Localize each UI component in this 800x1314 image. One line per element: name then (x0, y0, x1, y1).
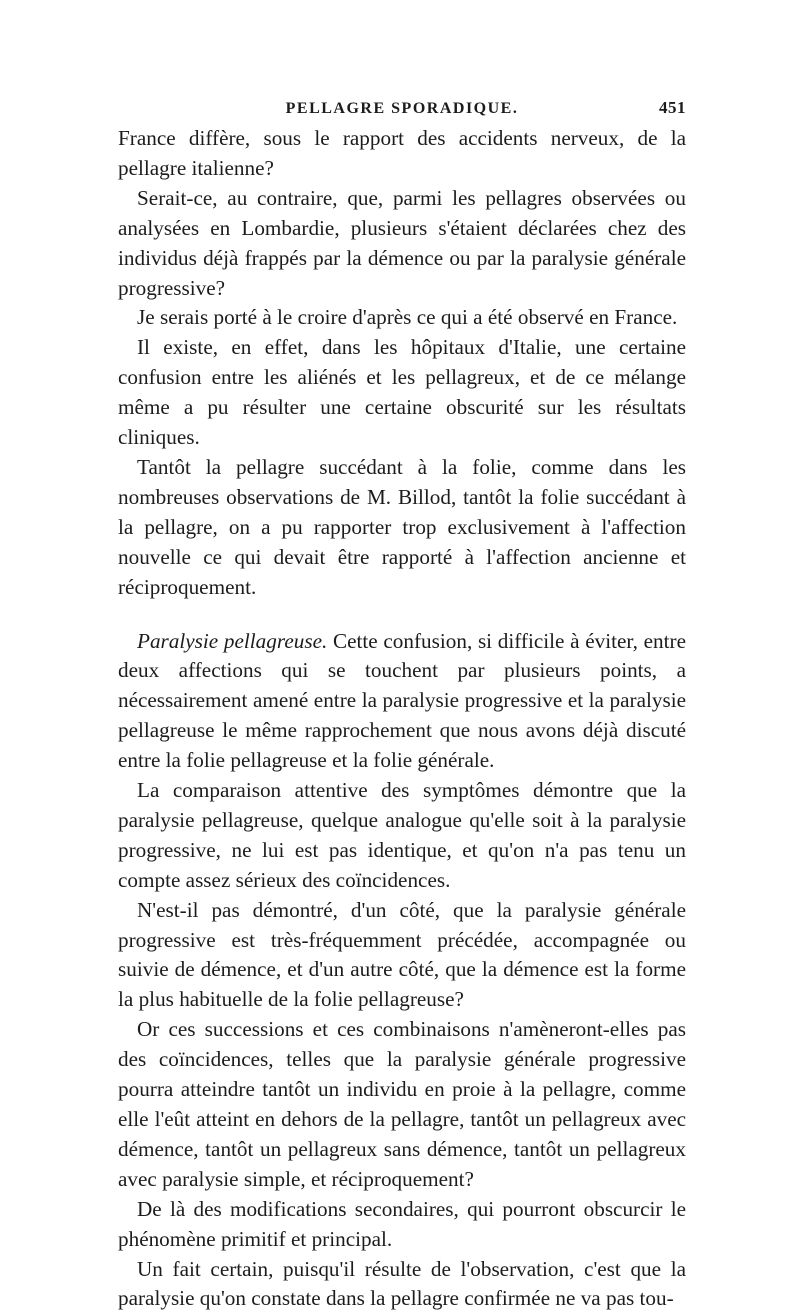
paragraph: La comparaison attentive des symptômes démontre que la paralysie pellagreuse, quelque analogue qu'elle soit à la paralysie progressive, ne lui est pas identique, et qu'on n'a pas tenu un compte assez sérieux des coïncidences. (118, 778, 686, 892)
section-heading: Paralysie pellagreuse. (137, 628, 328, 653)
body-text (118, 124, 686, 1314)
paragraph: N'est-il pas démontré, d'un côté, que la paralysie générale progressive est très-fréquemment précédée, accompagnée ou suivie de démence, et d'un autre côté, que la démence est la forme la plus habituelle de la folie pellagreuse? (118, 897, 686, 1012)
page-header (118, 94, 686, 124)
section-paragraph (118, 627, 686, 777)
paragraph: Un fait certain, puisqu'il résulte de l'observation, c'est que la paralysie qu'on constate dans la pellagre confirmée ne va pas tou- (118, 1256, 686, 1311)
paragraph: Je serais porté à le croire d'après ce qui a été observé en France. (137, 305, 678, 330)
paragraph: Or ces successions et ces combinaisons n'amèneront-elles pas des coïncidences, telles que la paralysie générale progressive pourra atteindre tantôt un individu en proie à la pellagre, comme elle l'eût atteint en dehors de la pellagre, tantôt un pellagreux avec démence, tantôt un pellagreux sans démence, tantôt un pellagreux avec paralysie simple, et réciproquement? (118, 1017, 686, 1191)
paragraph: Il existe, en effet, dans les hôpitaux d'Italie, une certaine confusion entre les aliénés et les pellagreux, et de ce mélange même a pu résulter une certaine obscurité sur les résultats cliniques. (118, 335, 686, 450)
running-title: PELLAGRE SPORADIQUE. (285, 100, 519, 117)
paragraph: Serait-ce, au contraire, que, parmi les pellagres observées ou analysées en Lombardie, plusieurs s'étaient déclarées chez des individus déjà frappés par la démence ou par la paralysie générale progressive? (118, 185, 686, 300)
paragraph: France diffère, sous le rapport des accidents nerveux, de la pellagre italienne? (118, 126, 686, 180)
book-page (118, 94, 686, 1314)
paragraph-text: Cette confusion, si difficile à éviter, entre deux affections qui se touchent par plusieurs points, a nécessairement amené entre la paralysie progressive et la paralysie pellagreuse le même rapprochement que nous avons déjà discuté entre la folie pellagreuse et la folie générale. (118, 628, 686, 773)
paragraph: Tantôt la pellagre succédant à la folie, comme dans les nombreuses observations de M. Billod, tantôt la folie succédant à la pellagre, on a pu rapporter trop exclusivement à l'affection nouvelle ce qui devait être rapporté à l'affection ancienne et réciproquement. (118, 454, 686, 599)
page-number: 451 (659, 98, 686, 117)
paragraph: De là des modifications secondaires, qui pourront obscurcir le phénomène primitif et principal. (118, 1196, 686, 1251)
